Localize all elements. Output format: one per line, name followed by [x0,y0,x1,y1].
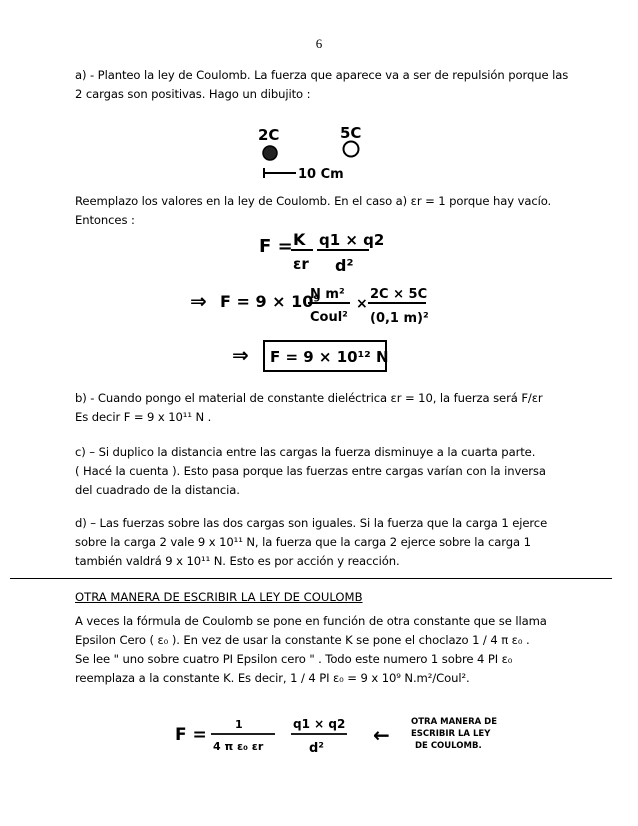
formula-substitution [190,280,430,332]
formula4-note-line-2: ESCRIBIR LA LEY [411,729,491,739]
formula4-den1: 4 π ε₀ εr [213,740,264,753]
formula1-den: d² [335,256,354,275]
formula3-arrow: ⇒ [232,343,249,367]
formula4-lhs: F = [175,725,207,745]
charge1-circle [263,146,277,160]
paragraph-otra-line-3: Se lee " uno sobre cuatro PI Epsilon cero " . Todo este numero 1 sobre 4 PI ε₀ [75,652,513,666]
formula2-arrow: ⇒ [190,289,207,313]
paragraph-d [75,514,565,571]
paragraph-d-line-1: d) – Las fuerzas sobre las dos cargas son iguales. Si la fuerza que la carga 1 ejerce [75,516,548,530]
paragraph-a-line-1: a) - Planteo la ley de Coulomb. La fuerza que aparece va a ser de repulsión porque las [75,68,569,82]
formula4-note-line-1: OTRA MANERA DE [411,717,498,727]
formula-result [232,336,392,376]
charge2-label: 5C [340,124,362,142]
page-number: 6 [315,36,323,51]
paragraph-b-line-2: Es decir F = 9 x 10¹¹ N . [75,410,212,424]
formula1-lhs: F = [259,236,293,257]
distance-label: 10 Cm [298,167,344,182]
paragraph-otra-line-1: A veces la fórmula de Coulomb se pone en función de otra constante que se llama [75,614,547,628]
paragraph-reemplazo-line-2: Entonces : [75,213,135,227]
paragraph-otra-line-4: reemplaza a la constante K. Es decir, 1 / 4 PI ε₀ = 9 x 10⁹ N.m²/Coul². [75,671,470,685]
paragraph-otra-line-2: Epsilon Cero ( ε₀ ). En vez de usar la constante K se pone el choclazo 1 / 4 π ε₀ . [75,633,530,647]
formula4-num1: 1 [235,718,243,731]
paragraph-b-line-1: b) - Cuando pongo el material de constante dieléctrica εr = 10, la fuerza será F/εr [75,391,543,405]
paragraph-reemplazo [75,192,565,230]
charge2-circle [344,142,359,157]
formula2-frac-num: 2C × 5C [370,287,428,302]
paragraph-a [75,66,569,104]
formula2-times: × [356,296,368,312]
section-divider [10,578,612,579]
paragraph-otra-manera [75,612,565,688]
formula4-den2: d² [309,741,324,756]
formula4-note-line-3: DE COULOMB. [415,741,482,751]
formula1-er: εr [293,255,309,273]
paragraph-c-line-3: del cuadrado de la distancia. [75,483,240,497]
formula2-frac-den: (0,1 m)² [370,311,429,326]
section-title: OTRA MANERA DE ESCRIBIR LA LEY DE COULOMB [75,590,363,604]
charge1-label: 2C [258,126,280,144]
paragraph-b [75,389,565,427]
formula2-lhs: F = 9 × 10⁹ [220,292,321,311]
paragraph-reemplazo-line-1: Reemplazo los valores en la ley de Coulomb. En el caso a) εr = 1 porque hay vacío. [75,194,552,208]
paragraph-c-line-2: ( Hacé la cuenta ). Esto pasa porque las fuerzas entre cargas varían con la inversa [75,464,546,478]
formula2-unit-den: Coul² [310,310,348,325]
charges-sketch [250,118,380,180]
formula1-k: K [293,230,306,249]
paragraph-a-line-2: 2 cargas son positivas. Hago un dibujito : [75,87,311,101]
formula4-num2: q1 × q2 [293,717,346,731]
paragraph-c-line-1: c) – Si duplico la distancia entre las cargas la fuerza disminuye a la cuarta parte. [75,445,536,459]
formula-epsilon-zero [175,712,525,766]
paragraph-d-line-2: sobre la carga 2 vale 9 x 10¹¹ N, la fuerza que la carga 2 ejerce sobre la carga 1 [75,535,531,549]
paragraph-c [75,443,565,500]
formula-coulomb [255,226,385,278]
formula2-unit-num: N m² [310,287,345,302]
formula3-result: F = 9 × 10¹² N [270,348,389,366]
formula1-num: q1 × q2 [319,231,385,249]
paragraph-d-line-3: también valdrá 9 x 10¹¹ N. Esto es por acción y reacción. [75,554,400,568]
formula4-arrow: ← [373,723,390,747]
